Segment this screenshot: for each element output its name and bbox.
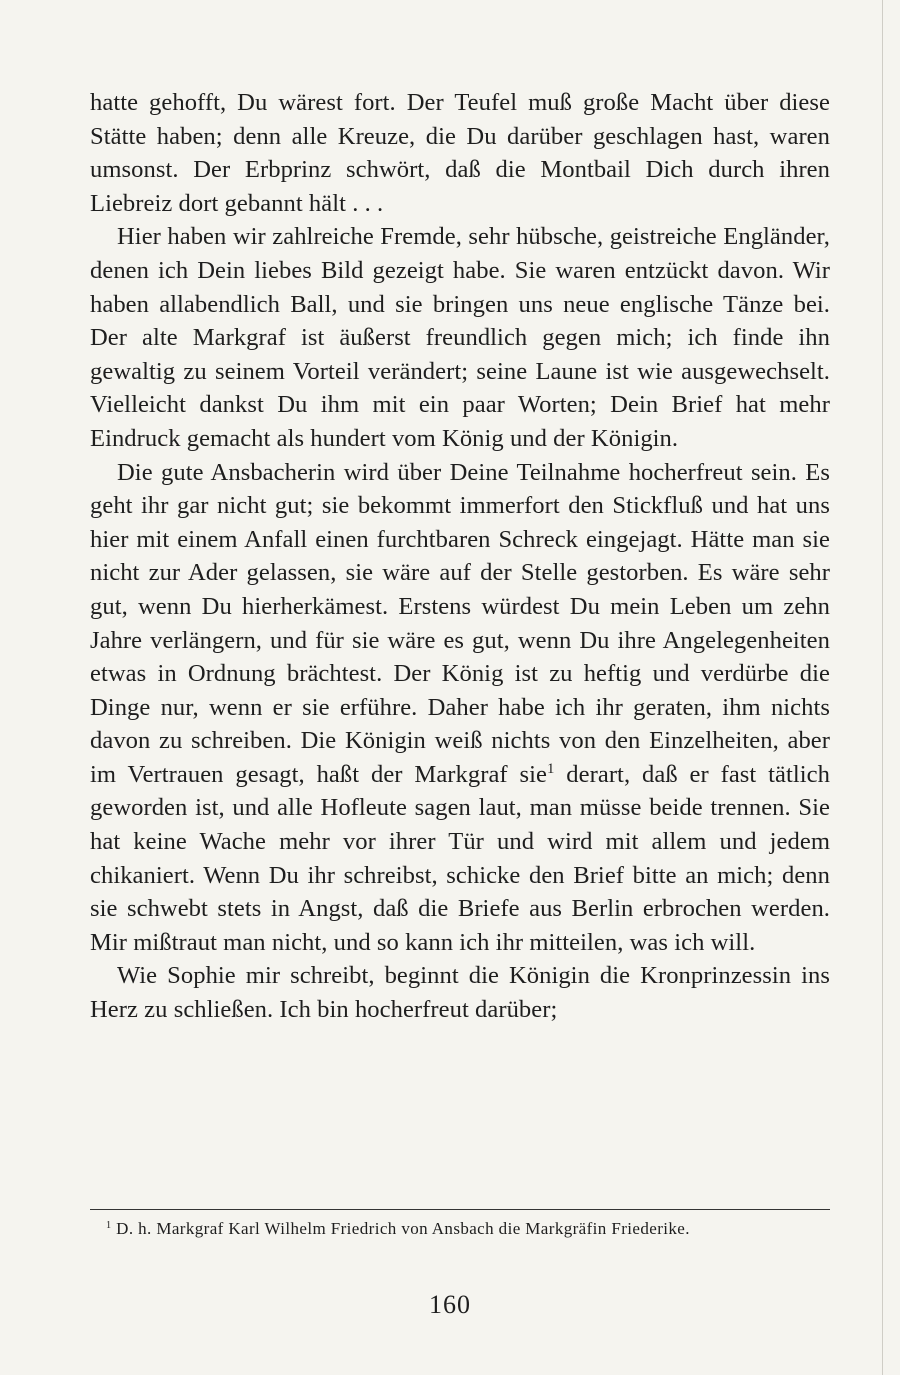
paragraph-3: [90, 456, 830, 960]
footnote: [90, 1216, 830, 1241]
footnote-text: D. h. Markgraf Karl Wilhelm Friedrich von Ansbach die Markgräfin Friederike.: [111, 1219, 690, 1238]
body-text: [90, 86, 830, 1027]
paragraph-2: Hier haben wir zahlreiche Fremde, sehr hübsche, geistreiche Engländer, denen ich Dein liebes Bild gezeigt habe. Sie waren entzückt davon. Wir haben allabendlich Ball, und sie bringen uns neue englische Tänze bei. Der alte Markgraf ist äußerst freundlich gegen mich; ich finde ihn gewaltig zu seinem Vorteil verändert; seine Laune ist wie ausgewechselt. Vielleicht dankst Du ihm mit ein paar Worten; Dein Brief hat mehr Eindruck gemacht als hundert vom König und der Königin.: [90, 223, 830, 452]
footnote-reference: 1: [547, 761, 555, 778]
page-edge-line: [882, 0, 883, 1375]
paragraph-3-part-2: derart, daß er fast tätlich geworden ist, und alle Hofleute sagen laut, man müsse beide trennen. Sie hat keine Wache mehr vor ihrer Tür und wird mit allem und jedem chikaniert. Wenn Du ihr schreibst, schicke den Brief bitte an mich; denn sie schwebt stets in Angst, daß die Briefe aus Berlin erbrochen werden. Mir mißtraut man nicht, und so kann ich ihr mitteilen, was ich will.: [90, 760, 830, 956]
page-number: 160: [429, 1290, 471, 1319]
footnote-divider: [90, 1209, 830, 1210]
paragraph-4: Wie Sophie mir schreibt, beginnt die Königin die Kronprinzessin ins Herz zu schließen. Ich bin hocherfreut darüber;: [90, 962, 830, 1024]
paragraph-3-part-1: Die gute Ansbacherin wird über Deine Teilnahme hocherfreut sein. Es geht ihr gar nicht gut; sie bekommt immerfort den Stickfluß und hat uns hier mit einem Anfall einen furchtbaren Schreck eingejagt. Hätte man sie nicht zur Ader gelassen, sie wäre auf der Stelle gestorben. Es wäre sehr gut, wenn Du hierherkämest. Erstens würdest Du mein Leben um zehn Jahre verlängern, und für sie wäre es gut, wenn Du ihre Angelegenheiten etwas in Ordnung brächtest. Der König ist zu heftig und verdürbe die Dinge nur, wenn er sie erführe. Daher habe ich ihr geraten, ihm nichts davon zu schreiben. Die Königin weiß nichts von den Einzelheiten, aber im Vertrauen gesagt, haßt der Markgraf sie: [90, 458, 830, 788]
footnote-marker: 1: [106, 1219, 112, 1231]
paragraph-1: hatte gehofft, Du wärest fort. Der Teufel muß große Macht über diese Stätte haben; denn alle Kreuze, die Du darüber geschlagen hast, waren umsonst. Der Erbprinz schwört, daß die Montbail Dich durch ihren Liebreiz dort gebannt hält . . .: [90, 89, 830, 217]
